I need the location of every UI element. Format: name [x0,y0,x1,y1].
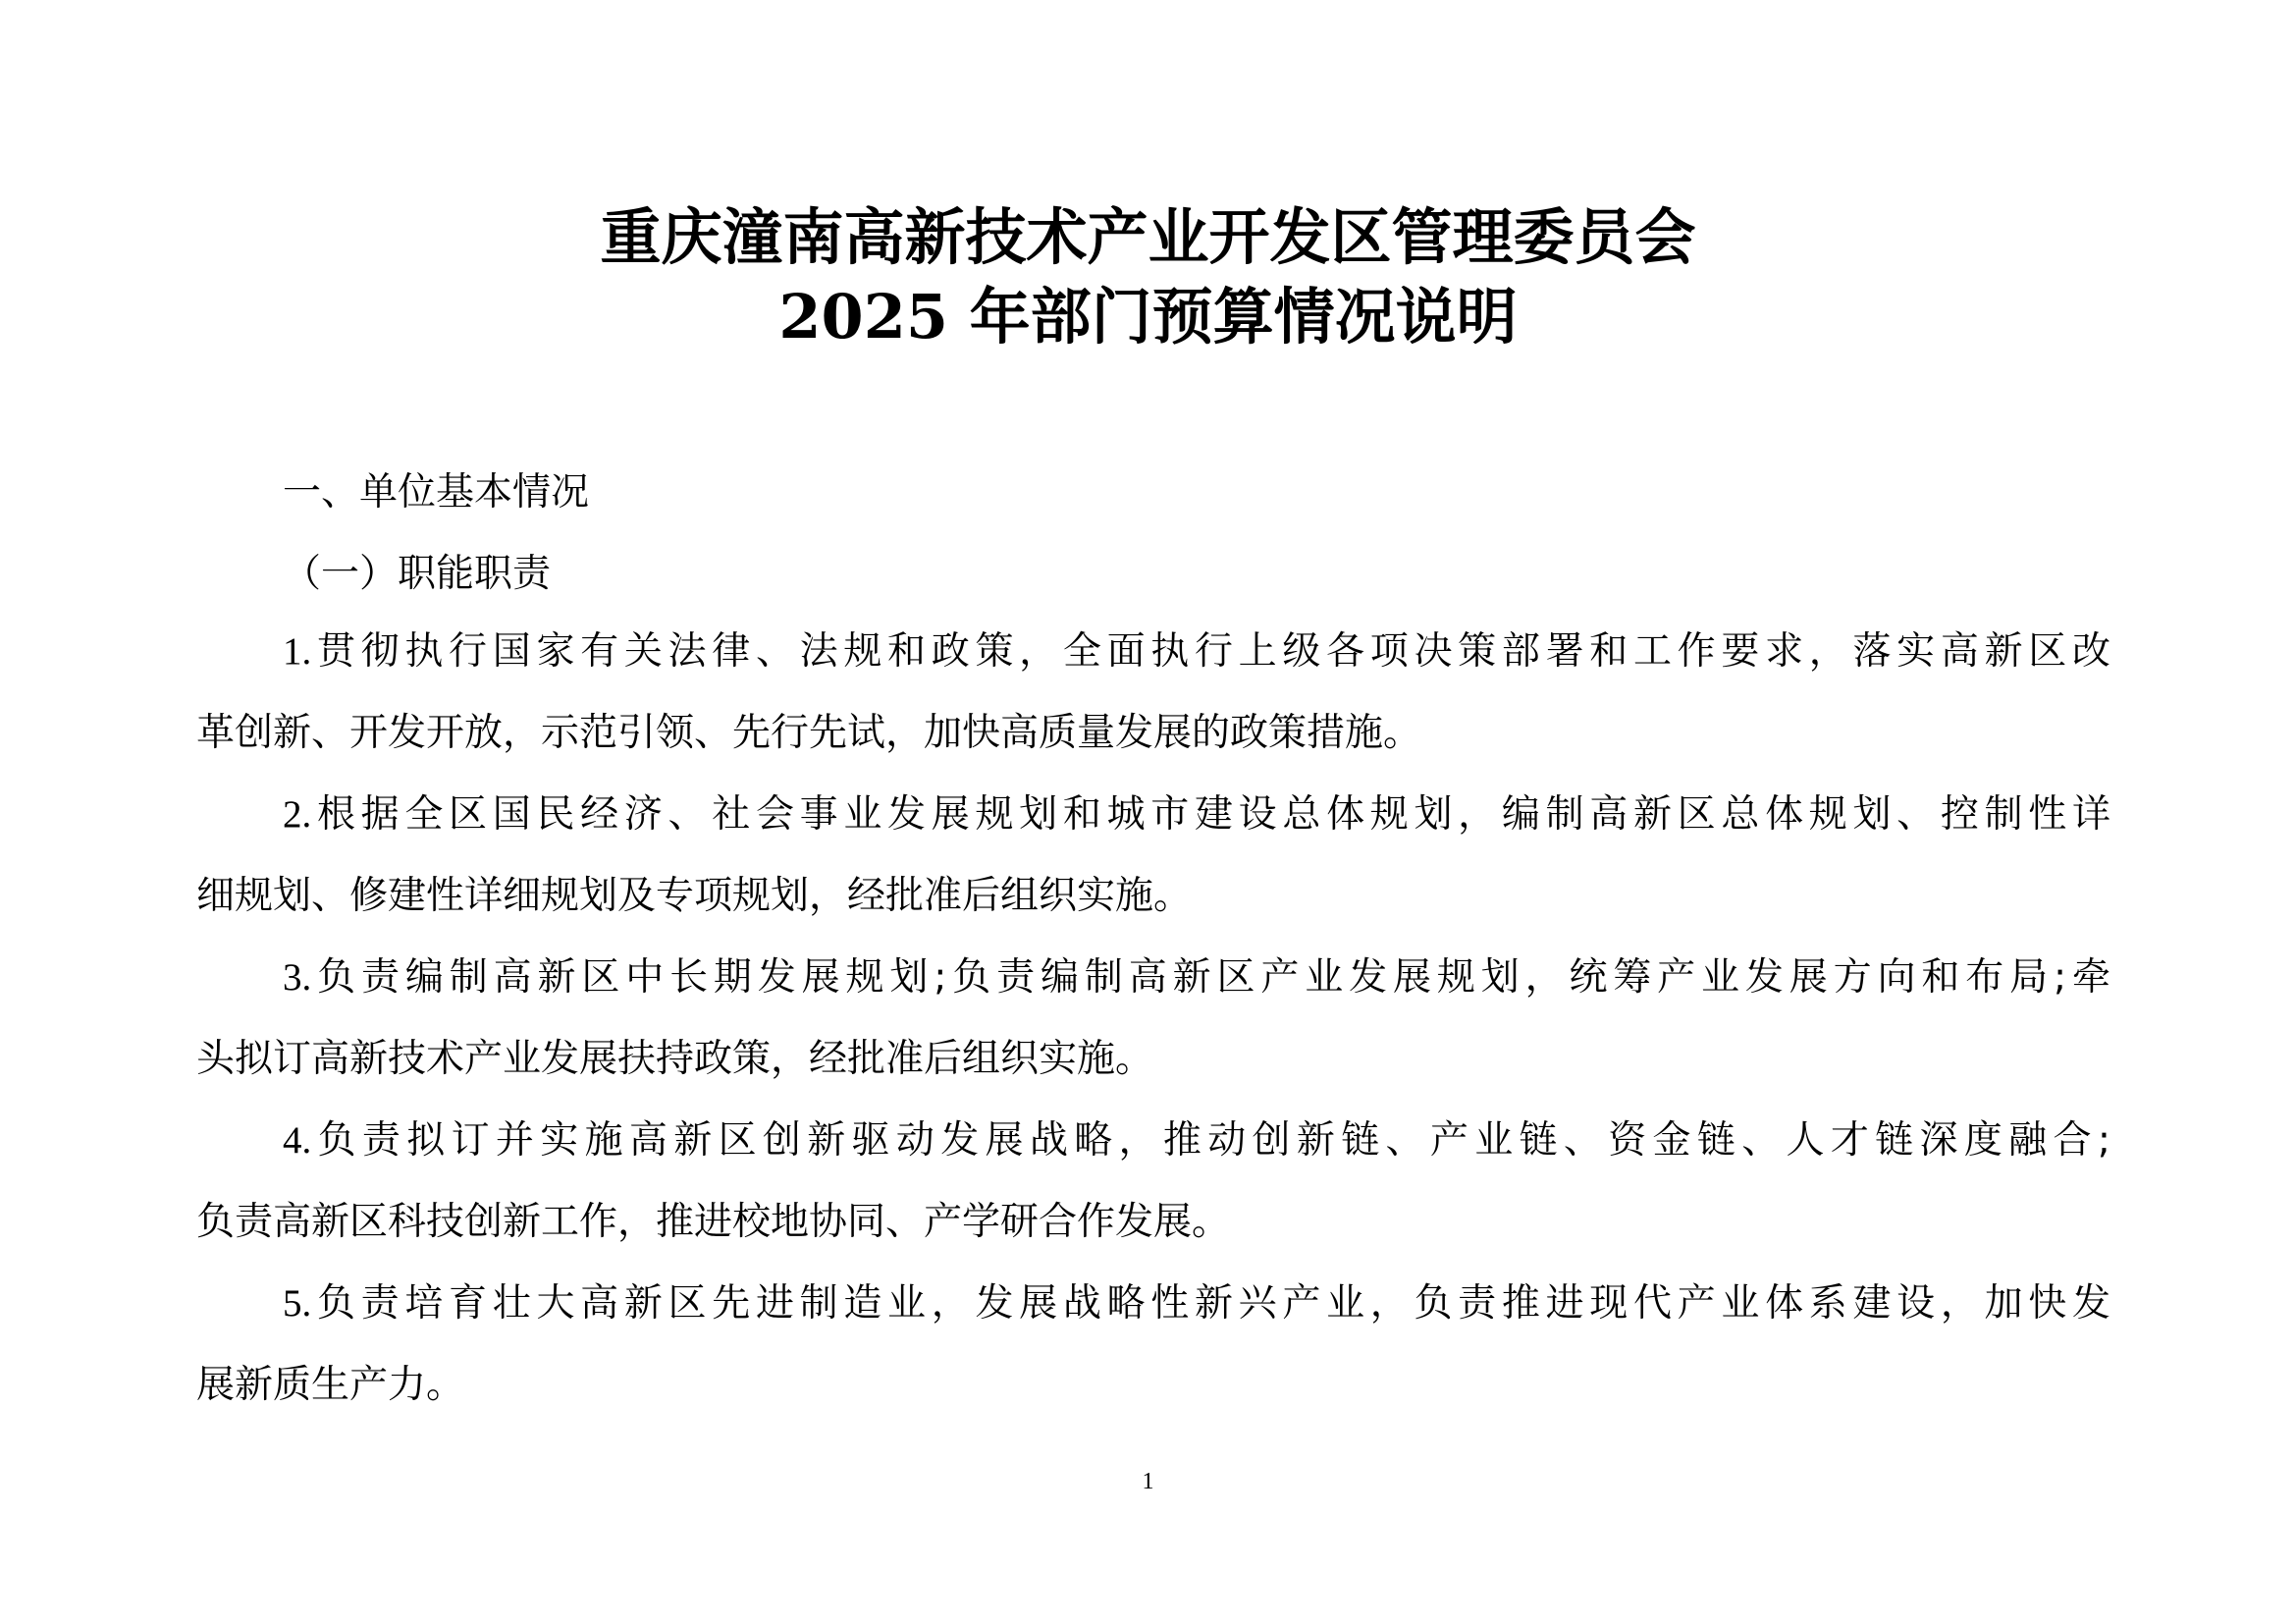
paragraph-number: 4. [283,1119,312,1162]
paragraph-4 [196,1100,2110,1263]
paragraph-continuation: 头拟订高新技术产业发展扶持政策，经批准后组织实施。 [196,1037,1154,1081]
section-heading: 一、单位基本情况 [283,470,590,514]
paragraph-first-text: 贯彻执行国家有关法律、法规和政策，全面执行上级各项决策部署和工作要求，落实高新区改 [311,629,2110,674]
paragraph-number: 5. [283,1282,312,1325]
paragraph-2 [196,774,2110,937]
paragraph-continuation: 负责高新区科技创新工作，推进校地协同、产学研合作发展。 [196,1200,1231,1244]
document-title-line2: 2025 年部门预算情况说明 [778,281,1518,352]
paragraph-number: 3. [283,956,312,999]
paragraph-number: 2. [283,793,312,836]
document-title-line1: 重庆潼南高新技术产业开发区管理委员会 [600,201,1696,273]
subsection-heading: （一）职能职责 [283,552,552,596]
paragraph-first-text: 负责培育壮大高新区先进制造业，发展战略性新兴产业，负责推进现代产业体系建设，加快发 [311,1281,2110,1326]
paragraph-first-text: 负责编制高新区中长期发展规划;负责编制高新区产业发展规划，统筹产业发展方向和布局;牵 [311,955,2110,1000]
paragraph-continuation: 革创新、开发开放，示范引领、先行先试，加快高质量发展的政策措施。 [196,711,1422,755]
paragraph-first-line [196,611,2110,692]
paragraph-first-line [196,1263,2110,1344]
page-number: 1 [1142,1469,1154,1494]
paragraph-continuation: 展新质生产力。 [196,1363,465,1407]
paragraph-first-line [196,774,2110,855]
paragraph-number: 1. [283,630,312,673]
paragraph-first-text: 负责拟订并实施高新区创新驱动发展战略，推动创新链、产业链、资金链、人才链深度融合; [311,1118,2110,1163]
paragraph-first-line [196,1100,2110,1181]
paragraph-first-line [196,937,2110,1018]
paragraph-3 [196,937,2110,1100]
paragraph-1 [196,611,2110,774]
paragraph-first-text: 根据全区国民经济、社会事业发展规划和城市建设总体规划，编制高新区总体规划、控制性详 [311,792,2110,837]
paragraph-continuation: 细规划、修建性详细规划及专项规划，经批准后组织实施。 [196,874,1193,918]
paragraph-5 [196,1263,2110,1426]
